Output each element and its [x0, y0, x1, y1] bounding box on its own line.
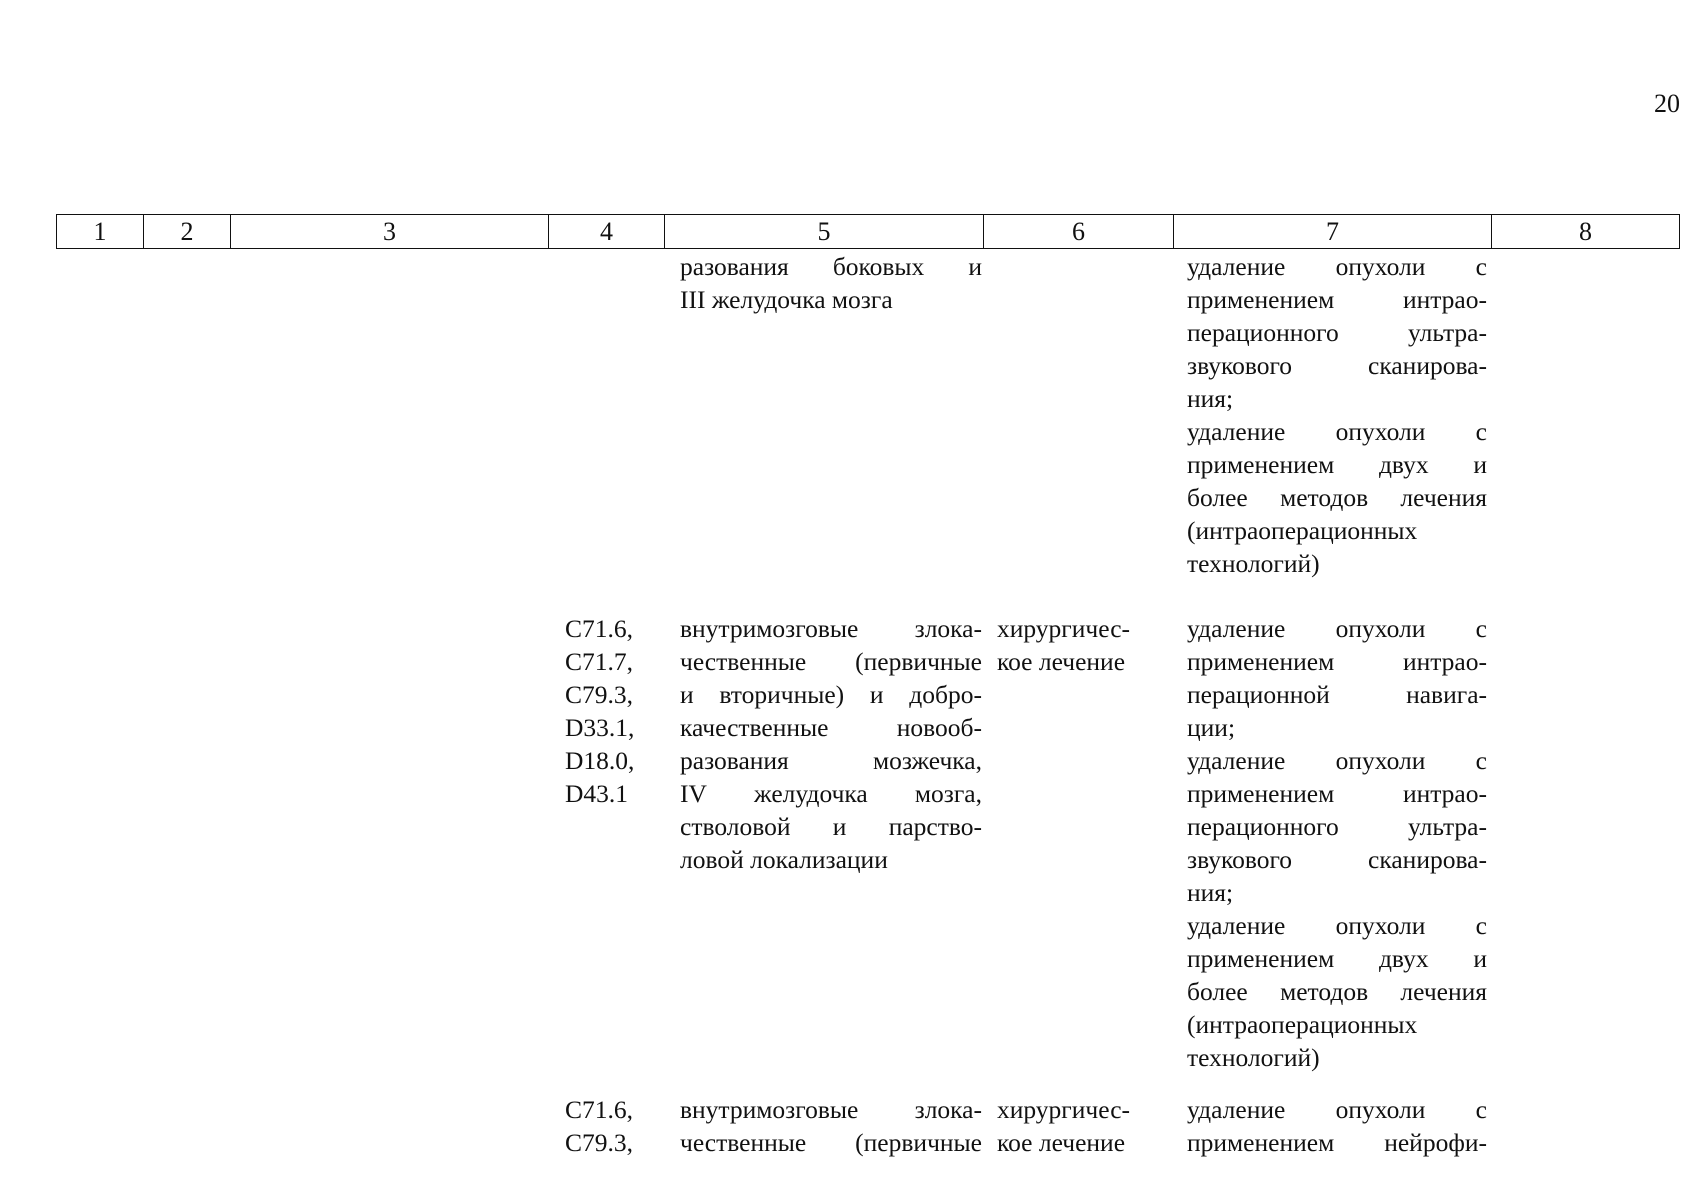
row-2-codes [565, 612, 660, 810]
text-line: удаление опухоли с [1187, 614, 1487, 643]
text-line: применением двух и [1187, 944, 1487, 973]
text-line: (интраоперационных [1187, 1010, 1418, 1039]
text-line: качественные новооб- [680, 713, 982, 742]
row-1-description [680, 250, 982, 316]
text-line: чественные (первичные [680, 647, 982, 676]
text-line: разования боковых и [680, 252, 982, 281]
text-line: применением интрао- [1187, 779, 1487, 808]
text-line: хирургичес- [997, 614, 1131, 643]
text-line: перационного ультра- [1187, 812, 1487, 841]
column-header-5: 5 [665, 215, 984, 249]
text-line: IV желудочка мозга, [680, 779, 982, 808]
text-line: D18.0, [565, 746, 635, 775]
row-3-codes [565, 1093, 660, 1159]
page-number: 20 [1654, 89, 1680, 118]
text-line: технологий) [1187, 549, 1320, 578]
text-line: и вторичные) и добро- [680, 680, 982, 709]
text-line: применением двух и [1187, 450, 1487, 479]
column-header-1: 1 [57, 215, 144, 249]
text-line: C79.3, [565, 680, 634, 709]
text-line: ния; [1187, 384, 1234, 413]
text-line: C71.7, [565, 647, 634, 676]
column-header-4: 4 [549, 215, 665, 249]
text-line: удаление опухоли с [1187, 746, 1487, 775]
text-line: разования мозжечка, [680, 746, 982, 775]
text-line: удаление опухоли с [1187, 252, 1487, 281]
text-line: более методов лечения [1187, 483, 1487, 512]
text-line: применением интрао- [1187, 285, 1487, 314]
text-line: кое лечение [997, 1128, 1126, 1157]
text-line: удаление опухоли с [1187, 417, 1487, 446]
text-line: удаление опухоли с [1187, 1095, 1487, 1124]
table-header-row [56, 214, 1680, 249]
text-line: звукового сканирова- [1187, 845, 1487, 874]
text-line: удаление опухоли с [1187, 911, 1487, 940]
text-line: ловой локализации [680, 845, 888, 874]
row-3-treatment [997, 1093, 1167, 1159]
text-line: более методов лечения [1187, 977, 1487, 1006]
row-2-description [680, 612, 982, 876]
text-line: ции; [1187, 713, 1236, 742]
column-header-8: 8 [1492, 215, 1680, 249]
text-line: D33.1, [565, 713, 635, 742]
text-line: технологий) [1187, 1043, 1320, 1072]
text-line: III желудочка мозга [680, 285, 893, 314]
text-line: ния; [1187, 878, 1234, 907]
column-header-7: 7 [1174, 215, 1492, 249]
text-line: внутримозговые злока- [680, 614, 982, 643]
text-line: чественные (первичные [680, 1128, 982, 1157]
text-line: кое лечение [997, 647, 1126, 676]
row-2-treatment [997, 612, 1167, 678]
column-header-6: 6 [984, 215, 1174, 249]
text-line: C71.6, [565, 1095, 634, 1124]
row-1-methods [1187, 250, 1487, 580]
text-line: применением интрао- [1187, 647, 1487, 676]
text-line: внутримозговые злока- [680, 1095, 982, 1124]
row-3-description [680, 1093, 982, 1159]
text-line: перационного ультра- [1187, 318, 1487, 347]
text-line: стволовой и парство- [680, 812, 982, 841]
text-line: C71.6, [565, 614, 634, 643]
text-line: C79.3, [565, 1128, 634, 1157]
column-header-3: 3 [231, 215, 549, 249]
text-line: перационной навига- [1187, 680, 1487, 709]
text-line: хирургичес- [997, 1095, 1131, 1124]
text-line: D43.1 [565, 779, 629, 808]
row-2-methods [1187, 612, 1487, 1074]
text-line: (интраоперационных [1187, 516, 1418, 545]
text-line: звукового сканирова- [1187, 351, 1487, 380]
row-3-methods [1187, 1093, 1487, 1159]
text-line: применением нейрофи- [1187, 1128, 1487, 1157]
column-header-2: 2 [144, 215, 231, 249]
